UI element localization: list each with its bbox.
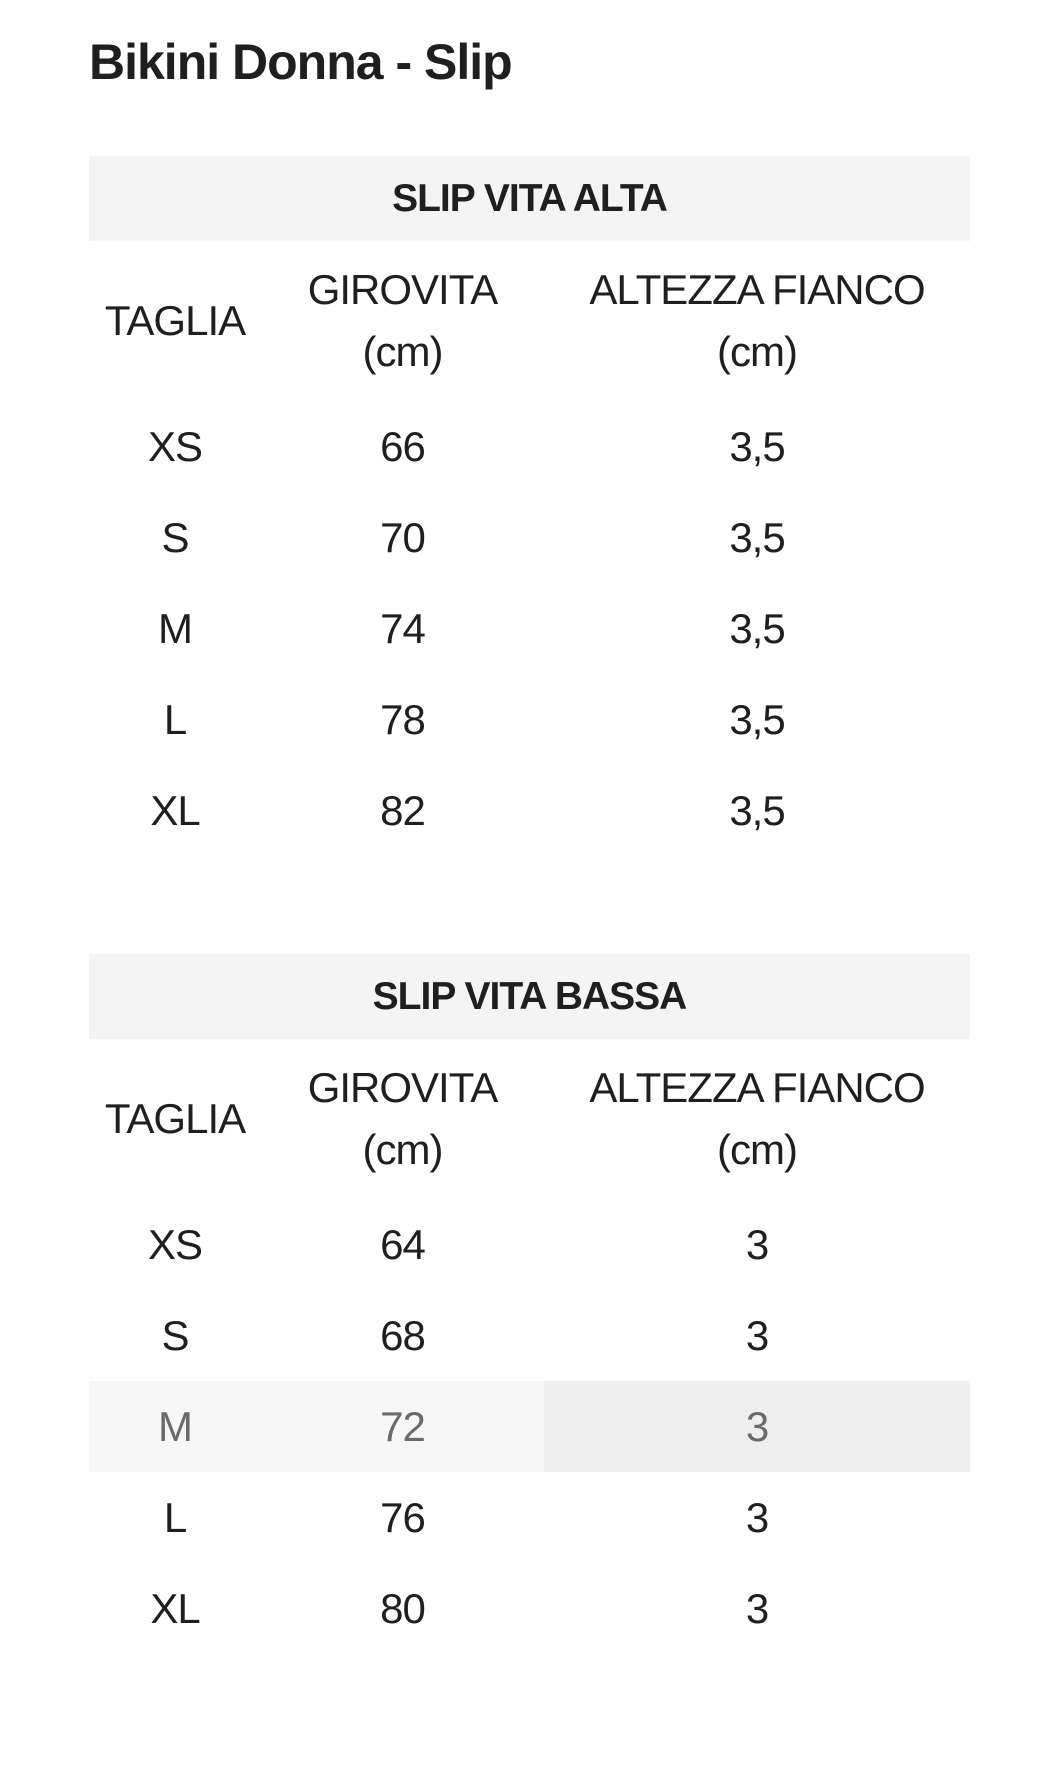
page-title: Bikini Donna - Slip [89, 34, 512, 90]
column-header-girovita: GIROVITA (cm) [261, 1039, 544, 1199]
cell-altezza-fianco: 3,5 [729, 422, 785, 470]
cell-girovita: 72 [261, 1381, 544, 1472]
cell-girovita: 82 [380, 786, 425, 834]
table-row [89, 674, 970, 765]
cell-girovita: 74 [380, 604, 425, 652]
cell-girovita: 80 [380, 1584, 425, 1632]
cell-taglia: S [161, 513, 189, 561]
cell-taglia: L [163, 1493, 187, 1541]
cell-taglia: XL [150, 786, 200, 834]
cell-taglia: M [158, 604, 192, 652]
cell-altezza-fianco: 3 [745, 1311, 769, 1359]
cell-girovita: 70 [380, 513, 425, 561]
table-row [89, 1563, 970, 1654]
table-row [89, 583, 970, 674]
column-header-taglia: TAGLIA [104, 297, 246, 344]
table-row [89, 1199, 970, 1290]
column-header-taglia: TAGLIA [104, 1095, 246, 1142]
cell-taglia: L [163, 695, 187, 743]
column-header-altezza-fianco: ALTEZZA FIANCO (cm) [544, 241, 970, 401]
unit-label: (cm) [362, 328, 443, 375]
table-row-highlighted [89, 1381, 970, 1472]
column-header-altezza-fianco: ALTEZZA FIANCO (cm) [544, 1039, 970, 1199]
cell-altezza-fianco: 3,5 [729, 604, 785, 652]
column-header-row [89, 1039, 970, 1199]
cell-girovita: 76 [380, 1493, 425, 1541]
unit-label: (cm) [717, 328, 797, 375]
cell-altezza-fianco: 3,5 [729, 513, 785, 561]
table-section-header [89, 156, 970, 241]
cell-taglia: M [89, 1381, 261, 1472]
cell-altezza-fianco: 3,5 [729, 695, 785, 743]
cell-taglia: S [161, 1311, 189, 1359]
unit-label: (cm) [717, 1126, 797, 1173]
table-row [89, 765, 970, 856]
cell-altezza-fianco: 3,5 [729, 786, 785, 834]
table-title: SLIP VITA ALTA [89, 156, 970, 241]
cell-taglia: XS [147, 422, 203, 470]
cell-taglia: XS [147, 1220, 203, 1268]
cell-taglia: XL [150, 1584, 200, 1632]
table-title: SLIP VITA BASSA [89, 954, 970, 1039]
cell-altezza-fianco: 3 [745, 1220, 769, 1268]
table-row [89, 401, 970, 492]
cell-girovita: 78 [380, 695, 425, 743]
cell-girovita: 64 [380, 1220, 425, 1268]
table-row [89, 1472, 970, 1563]
size-table-vita-alta [89, 156, 970, 856]
column-header-girovita: GIROVITA (cm) [261, 241, 544, 401]
cell-altezza-fianco: 3 [745, 1493, 769, 1541]
cell-girovita: 66 [380, 422, 425, 470]
unit-label: (cm) [362, 1126, 443, 1173]
cell-altezza-fianco: 3 [745, 1584, 769, 1632]
cell-altezza-fianco: 3 [544, 1381, 970, 1472]
cell-girovita: 68 [380, 1311, 425, 1359]
column-header-row [89, 241, 970, 401]
table-section-header [89, 954, 970, 1039]
size-table-vita-bassa [89, 954, 970, 1654]
table-row [89, 492, 970, 583]
table-row [89, 1290, 970, 1381]
